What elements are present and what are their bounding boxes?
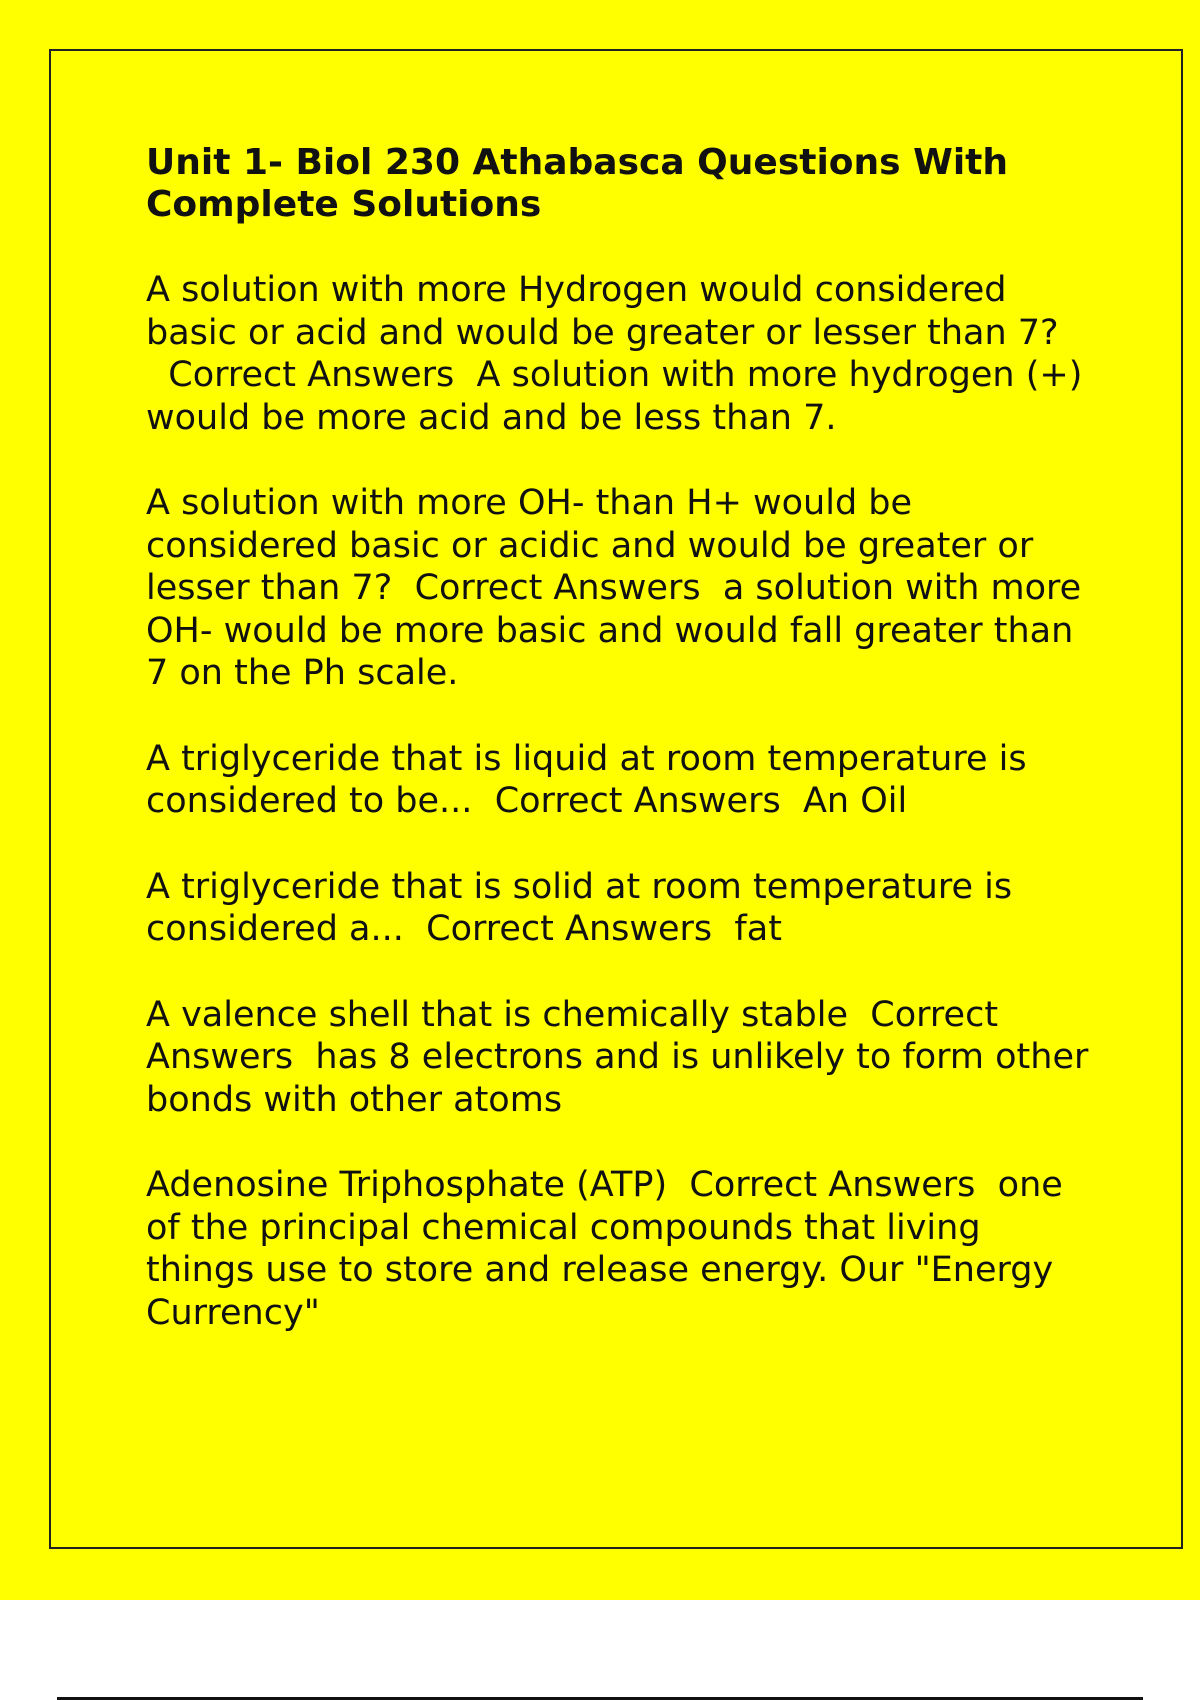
qa-item: [146, 994, 1096, 1122]
answer-text: has 8 electrons and is unlikely to form other bonds with other atoms: [146, 1037, 1089, 1120]
answer-text: fat: [734, 909, 782, 949]
question-text: A solution with more OH- than H+ would be considered basic or acidic and would be greater or lesser than 7?: [146, 483, 1034, 608]
correct-answers-label: Correct Answers: [146, 994, 999, 1077]
qa-item: [146, 738, 1096, 823]
correct-answers-label: Correct Answers: [426, 909, 713, 949]
qa-item: [146, 1164, 1096, 1334]
question-text: Adenosine Triphosphate (ATP): [146, 1165, 668, 1205]
document-title: Unit 1- Biol 230 Athabasca Questions With Complete Solutions: [146, 142, 1009, 225]
answer-text: An Oil: [802, 781, 908, 821]
answer-text: A solution with more hydrogen (+) would be more acid and be less than 7.: [146, 355, 1083, 438]
answer-text: one of the principal chemical compounds that living things use to store and release energy. Our "Energy Currency": [146, 1165, 1063, 1333]
correct-answers-label: Correct Answers: [414, 568, 701, 608]
qa-item: [146, 269, 1096, 439]
correct-answers-label: Correct Answers: [689, 1165, 976, 1205]
question-text: A triglyceride that is liquid at room temperature is considered to be...: [146, 738, 1027, 821]
question-text: A triglyceride that is solid at room temperature is considered a...: [146, 866, 1013, 949]
answer-text: a solution with more OH- would be more basic and would fall greater than 7 on the Ph scale.: [146, 568, 1082, 693]
qa-item: [146, 866, 1096, 951]
question-text: A valence shell that is chemically stable: [146, 994, 849, 1035]
correct-answers-label: Correct Answers: [168, 355, 455, 395]
document-body: [146, 142, 1096, 1377]
question-text: A solution with more Hydrogen would considered basic or acid and would be greater or lesser than 7?: [146, 270, 1059, 353]
correct-answers-label: Correct Answers: [494, 781, 781, 821]
qa-item: [146, 482, 1096, 695]
